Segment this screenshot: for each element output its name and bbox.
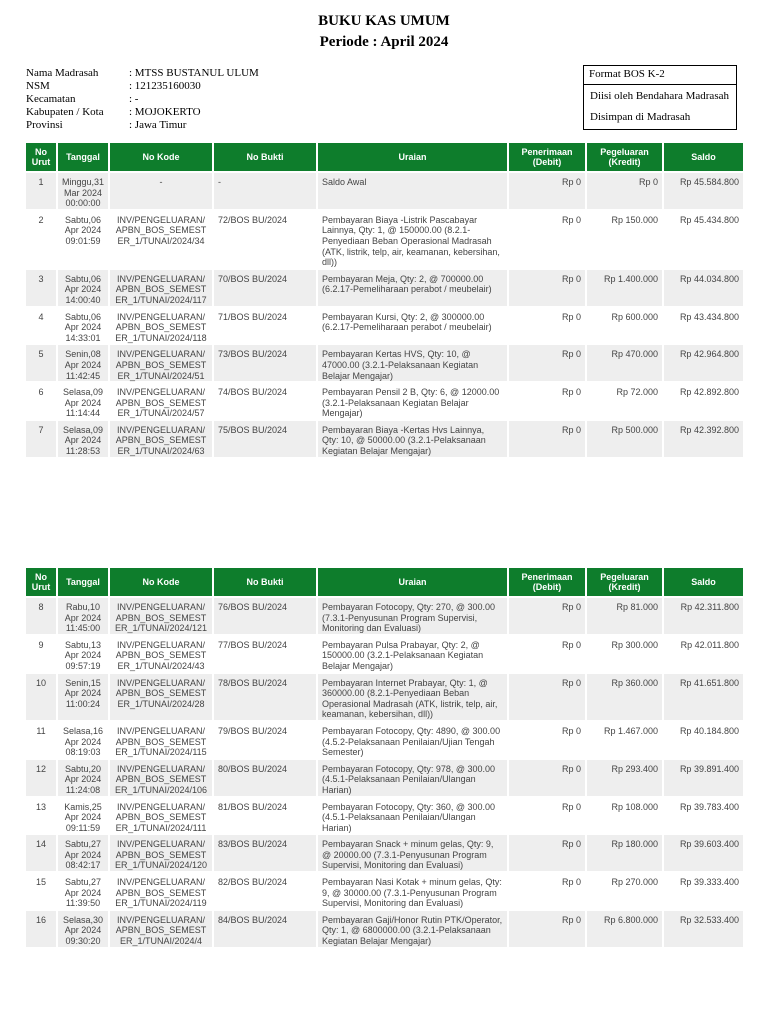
- row-number: 13: [26, 797, 57, 835]
- row-date: Sabtu,06 Apr 2024 14:33:01: [57, 307, 109, 345]
- row-date: Minggu,31 Mar 2024 00:00:00: [57, 172, 109, 210]
- row-kredit: Rp 150.000: [586, 210, 663, 269]
- info-label: Provinsi: [26, 119, 63, 131]
- info-label: Kecamatan: [26, 93, 76, 105]
- table-row: [26, 597, 743, 635]
- col-uraian-header: Uraian: [317, 143, 508, 172]
- row-debit: Rp 0: [508, 797, 586, 835]
- row-bukti: 84/BOS BU/2024: [213, 910, 317, 947]
- document-period: Periode : April 2024: [319, 34, 449, 50]
- table-row: [26, 797, 743, 835]
- col-penerimaan-header: Penerimaan (Debit): [508, 143, 586, 172]
- row-date: Sabtu,27 Apr 2024 08:42:17: [57, 834, 109, 872]
- row-bukti: 80/BOS BU/2024: [213, 759, 317, 797]
- row-number: 9: [26, 635, 57, 673]
- row-date: Selasa,16 Apr 2024 08:19:03: [57, 721, 109, 759]
- row-debit: Rp 0: [508, 759, 586, 797]
- row-date: Senin,08 Apr 2024 11:42:45: [57, 344, 109, 382]
- row-date: Sabtu,06 Apr 2024 14:00:40: [57, 269, 109, 307]
- row-saldo: Rp 43.434.800: [663, 307, 743, 345]
- row-number: 7: [26, 420, 57, 457]
- row-bukti: 79/BOS BU/2024: [213, 721, 317, 759]
- row-saldo: Rp 32.533.400: [663, 910, 743, 947]
- row-kredit: Rp 293.400: [586, 759, 663, 797]
- row-kode: INV/PENGELUARAN/APBN_BOS_SEMESTER_1/TUNAI/2024/117: [109, 269, 213, 307]
- row-number: 12: [26, 759, 57, 797]
- row-date: Rabu,10 Apr 2024 11:45:00: [57, 597, 109, 635]
- row-debit: Rp 0: [508, 910, 586, 947]
- row-uraian: Pembayaran Biaya -Kertas Hvs Lainnya, Qty: 10, @ 50000.00 (3.2.1-Pelaksanaan Kegiatan Belajar Mengajar): [317, 420, 508, 457]
- row-uraian: Saldo Awal: [317, 172, 508, 210]
- row-date: Sabtu,20 Apr 2024 11:24:08: [57, 759, 109, 797]
- row-bukti: 81/BOS BU/2024: [213, 797, 317, 835]
- row-saldo: Rp 42.311.800: [663, 597, 743, 635]
- row-number: 5: [26, 344, 57, 382]
- col-saldo-header: Saldo: [663, 143, 743, 172]
- row-debit: Rp 0: [508, 172, 586, 210]
- row-saldo: Rp 45.584.800: [663, 172, 743, 210]
- row-kredit: Rp 500.000: [586, 420, 663, 457]
- row-debit: Rp 0: [508, 597, 586, 635]
- info-label: Kabupaten / Kota: [26, 106, 104, 118]
- col-pengeluaran-header: Pegeluaran (Kredit): [586, 143, 663, 172]
- row-kode: INV/PENGELUARAN/APBN_BOS_SEMESTER_1/TUNAI/2024/57: [109, 382, 213, 420]
- info-row: [26, 106, 259, 119]
- document-title: BUKU KAS UMUM: [318, 13, 450, 29]
- row-number: 4: [26, 307, 57, 345]
- info-value: : MTSS BUSTANUL ULUM: [129, 67, 259, 79]
- row-number: 10: [26, 673, 57, 721]
- row-saldo: Rp 42.964.800: [663, 344, 743, 382]
- row-kode: INV/PENGELUARAN/APBN_BOS_SEMESTER_1/TUNAI/2024/118: [109, 307, 213, 345]
- info-row: [26, 80, 259, 93]
- row-saldo: Rp 39.891.400: [663, 759, 743, 797]
- row-kredit: Rp 360.000: [586, 673, 663, 721]
- info-value: : -: [129, 93, 139, 105]
- col-no-urut-header: No Urut: [26, 568, 57, 597]
- col-pengeluaran-header: Pegeluaran (Kredit): [586, 568, 663, 597]
- row-uraian: Pembayaran Pensil 2 B, Qty: 6, @ 12000.00 (3.2.1-Pelaksanaan Kegiatan Belajar Mengajar): [317, 382, 508, 420]
- row-kode: INV/PENGELUARAN/APBN_BOS_SEMESTER_1/TUNAI/2024/43: [109, 635, 213, 673]
- row-number: 15: [26, 872, 57, 910]
- row-saldo: Rp 42.392.800: [663, 420, 743, 457]
- info-row: [26, 67, 259, 80]
- document-title-block: [0, 11, 768, 53]
- format-filled-by: Diisi oleh Bendahara Madrasah: [590, 90, 729, 102]
- row-kredit: Rp 1.467.000: [586, 721, 663, 759]
- row-debit: Rp 0: [508, 721, 586, 759]
- row-kode: INV/PENGELUARAN/APBN_BOS_SEMESTER_1/TUNAI/2024/4: [109, 910, 213, 947]
- row-saldo: Rp 45.434.800: [663, 210, 743, 269]
- row-debit: Rp 0: [508, 834, 586, 872]
- table-row: [26, 420, 743, 457]
- col-tanggal-header: Tanggal: [57, 143, 109, 172]
- row-kode: INV/PENGELUARAN/APBN_BOS_SEMESTER_1/TUNAI/2024/111: [109, 797, 213, 835]
- info-label: NSM: [26, 80, 50, 92]
- col-uraian-header: Uraian: [317, 568, 508, 597]
- table-row: [26, 759, 743, 797]
- row-number: 2: [26, 210, 57, 269]
- col-no-bukti-header: No Bukti: [213, 143, 317, 172]
- row-bukti: 77/BOS BU/2024: [213, 635, 317, 673]
- row-number: 8: [26, 597, 57, 635]
- format-label: Format BOS K-2: [584, 66, 736, 85]
- row-kode: INV/PENGELUARAN/APBN_BOS_SEMESTER_1/TUNAI/2024/28: [109, 673, 213, 721]
- row-date: Selasa,09 Apr 2024 11:28:53: [57, 420, 109, 457]
- info-label: Nama Madrasah: [26, 67, 99, 79]
- row-saldo: Rp 39.603.400: [663, 834, 743, 872]
- info-value: : 121235160030: [129, 80, 201, 92]
- table-row: [26, 721, 743, 759]
- row-kredit: Rp 600.000: [586, 307, 663, 345]
- row-date: Sabtu,13 Apr 2024 09:57:19: [57, 635, 109, 673]
- row-kredit: Rp 0: [586, 172, 663, 210]
- row-kredit: Rp 300.000: [586, 635, 663, 673]
- row-saldo: Rp 42.892.800: [663, 382, 743, 420]
- row-uraian: Pembayaran Nasi Kotak + minum gelas, Qty: 9, @ 30000.00 (7.3.1-Penyusunan Program Supervisi, Monitoring dan Evaluasi): [317, 872, 508, 910]
- col-no-kode-header: No Kode: [109, 568, 213, 597]
- col-no-bukti-header: No Bukti: [213, 568, 317, 597]
- row-debit: Rp 0: [508, 269, 586, 307]
- row-number: 1: [26, 172, 57, 210]
- row-date: Sabtu,06 Apr 2024 09:01:59: [57, 210, 109, 269]
- row-debit: Rp 0: [508, 872, 586, 910]
- info-value: : MOJOKERTO: [129, 106, 201, 118]
- row-uraian: Pembayaran Pulsa Prabayar, Qty: 2, @ 150000.00 (3.2.1-Pelaksanaan Kegiatan Belajar Mengajar): [317, 635, 508, 673]
- row-number: 14: [26, 834, 57, 872]
- row-kode: INV/PENGELUARAN/APBN_BOS_SEMESTER_1/TUNAI/2024/121: [109, 597, 213, 635]
- row-number: 3: [26, 269, 57, 307]
- row-bukti: 70/BOS BU/2024: [213, 269, 317, 307]
- row-debit: Rp 0: [508, 635, 586, 673]
- row-bukti: 76/BOS BU/2024: [213, 597, 317, 635]
- row-bukti: 73/BOS BU/2024: [213, 344, 317, 382]
- row-date: Sabtu,27 Apr 2024 11:39:50: [57, 872, 109, 910]
- row-uraian: Pembayaran Kertas HVS, Qty: 10, @ 47000.00 (3.2.1-Pelaksanaan Kegiatan Belajar Mengajar): [317, 344, 508, 382]
- row-bukti: -: [213, 172, 317, 210]
- row-saldo: Rp 39.333.400: [663, 872, 743, 910]
- row-bukti: 72/BOS BU/2024: [213, 210, 317, 269]
- ledger-table-1: [26, 143, 743, 457]
- row-uraian: Pembayaran Fotocopy, Qty: 4890, @ 300.00 (4.5.2-Pelaksanaan Penilaian/Ujian Tengah Semester): [317, 721, 508, 759]
- table-header-row: [26, 568, 743, 597]
- row-number: 16: [26, 910, 57, 947]
- row-saldo: Rp 39.783.400: [663, 797, 743, 835]
- row-kode: INV/PENGELUARAN/APBN_BOS_SEMESTER_1/TUNAI/2024/34: [109, 210, 213, 269]
- row-kredit: Rp 1.400.000: [586, 269, 663, 307]
- table-row: [26, 172, 743, 210]
- row-kode: INV/PENGELUARAN/APBN_BOS_SEMESTER_1/TUNAI/2024/120: [109, 834, 213, 872]
- row-uraian: Pembayaran Meja, Qty: 2, @ 700000.00 (6.2.17-Pemeliharaan perabot / meubelair): [317, 269, 508, 307]
- row-number: 11: [26, 721, 57, 759]
- col-penerimaan-header: Penerimaan (Debit): [508, 568, 586, 597]
- row-debit: Rp 0: [508, 210, 586, 269]
- row-uraian: Pembayaran Snack + minum gelas, Qty: 9, @ 20000.00 (7.3.1-Penyusunan Program Supervisi, Monitoring dan Evaluasi): [317, 834, 508, 872]
- row-date: Senin,15 Apr 2024 11:00:24: [57, 673, 109, 721]
- row-kode: -: [109, 172, 213, 210]
- col-no-urut-header: No Urut: [26, 143, 57, 172]
- row-debit: Rp 0: [508, 420, 586, 457]
- row-kode: INV/PENGELUARAN/APBN_BOS_SEMESTER_1/TUNAI/2024/115: [109, 721, 213, 759]
- table-row: [26, 834, 743, 872]
- row-uraian: Pembayaran Fotocopy, Qty: 360, @ 300.00 (4.5.1-Pelaksanaan Penilaian/Ulangan Harian): [317, 797, 508, 835]
- row-kredit: Rp 81.000: [586, 597, 663, 635]
- row-date: Selasa,30 Apr 2024 09:30:20: [57, 910, 109, 947]
- row-uraian: Pembayaran Gaji/Honor Rutin PTK/Operator, Qty: 1, @ 6800000.00 (3.2.1-Pelaksanaan Kegiatan Belajar Mengajar): [317, 910, 508, 947]
- row-debit: Rp 0: [508, 673, 586, 721]
- row-bukti: 83/BOS BU/2024: [213, 834, 317, 872]
- row-bukti: 78/BOS BU/2024: [213, 673, 317, 721]
- info-row: [26, 93, 259, 106]
- table-row: [26, 344, 743, 382]
- row-kredit: Rp 108.000: [586, 797, 663, 835]
- row-kredit: Rp 180.000: [586, 834, 663, 872]
- table-row: [26, 269, 743, 307]
- row-date: Selasa,09 Apr 2024 11:14:44: [57, 382, 109, 420]
- table-header-row: [26, 143, 743, 172]
- row-kode: INV/PENGELUARAN/APBN_BOS_SEMESTER_1/TUNAI/2024/63: [109, 420, 213, 457]
- row-kode: INV/PENGELUARAN/APBN_BOS_SEMESTER_1/TUNAI/2024/51: [109, 344, 213, 382]
- row-saldo: Rp 40.184.800: [663, 721, 743, 759]
- table-row: [26, 307, 743, 345]
- col-no-kode-header: No Kode: [109, 143, 213, 172]
- format-box: [583, 65, 737, 130]
- row-saldo: Rp 44.034.800: [663, 269, 743, 307]
- ledger-table-2: [26, 568, 743, 947]
- row-saldo: Rp 42.011.800: [663, 635, 743, 673]
- row-kredit: Rp 470.000: [586, 344, 663, 382]
- row-number: 6: [26, 382, 57, 420]
- table-row: [26, 635, 743, 673]
- row-kredit: Rp 270.000: [586, 872, 663, 910]
- row-debit: Rp 0: [508, 344, 586, 382]
- table-row: [26, 910, 743, 947]
- row-kode: INV/PENGELUARAN/APBN_BOS_SEMESTER_1/TUNAI/2024/106: [109, 759, 213, 797]
- row-debit: Rp 0: [508, 307, 586, 345]
- col-tanggal-header: Tanggal: [57, 568, 109, 597]
- row-uraian: Pembayaran Biaya -Listrik Pascabayar Lainnya, Qty: 1, @ 150000.00 (8.2.1-Penyediaan Beban Operasional Madrasah (ATK, listrik, telp, air, keamanan, kebersihan, dll)): [317, 210, 508, 269]
- table-row: [26, 673, 743, 721]
- row-uraian: Pembayaran Fotocopy, Qty: 978, @ 300.00 (4.5.1-Pelaksanaan Penilaian/Ulangan Harian): [317, 759, 508, 797]
- row-kredit: Rp 72.000: [586, 382, 663, 420]
- row-uraian: Pembayaran Internet Prabayar, Qty: 1, @ 360000.00 (8.2.1-Penyediaan Beban Operasional Madrasah (ATK, listrik, telp, air, keamanan, kebersihan, dll)): [317, 673, 508, 721]
- row-bukti: 82/BOS BU/2024: [213, 872, 317, 910]
- madrasah-info: [26, 67, 259, 132]
- row-uraian: Pembayaran Fotocopy, Qty: 270, @ 300.00 (7.3.1-Penyusunan Program Supervisi, Monitoring dan Evaluasi): [317, 597, 508, 635]
- row-date: Kamis,25 Apr 2024 09:11:59: [57, 797, 109, 835]
- table-row: [26, 872, 743, 910]
- row-bukti: 71/BOS BU/2024: [213, 307, 317, 345]
- row-kredit: Rp 6.800.000: [586, 910, 663, 947]
- row-saldo: Rp 41.651.800: [663, 673, 743, 721]
- row-uraian: Pembayaran Kursi, Qty: 2, @ 300000.00 (6.2.17-Pemeliharaan perabot / meubelair): [317, 307, 508, 345]
- row-debit: Rp 0: [508, 382, 586, 420]
- info-row: [26, 119, 259, 132]
- col-saldo-header: Saldo: [663, 568, 743, 597]
- info-value: : Jawa Timur: [129, 119, 187, 131]
- table-row: [26, 210, 743, 269]
- table-row: [26, 382, 743, 420]
- format-stored-at: Disimpan di Madrasah: [590, 111, 691, 123]
- row-bukti: 75/BOS BU/2024: [213, 420, 317, 457]
- row-bukti: 74/BOS BU/2024: [213, 382, 317, 420]
- row-kode: INV/PENGELUARAN/APBN_BOS_SEMESTER_1/TUNAI/2024/119: [109, 872, 213, 910]
